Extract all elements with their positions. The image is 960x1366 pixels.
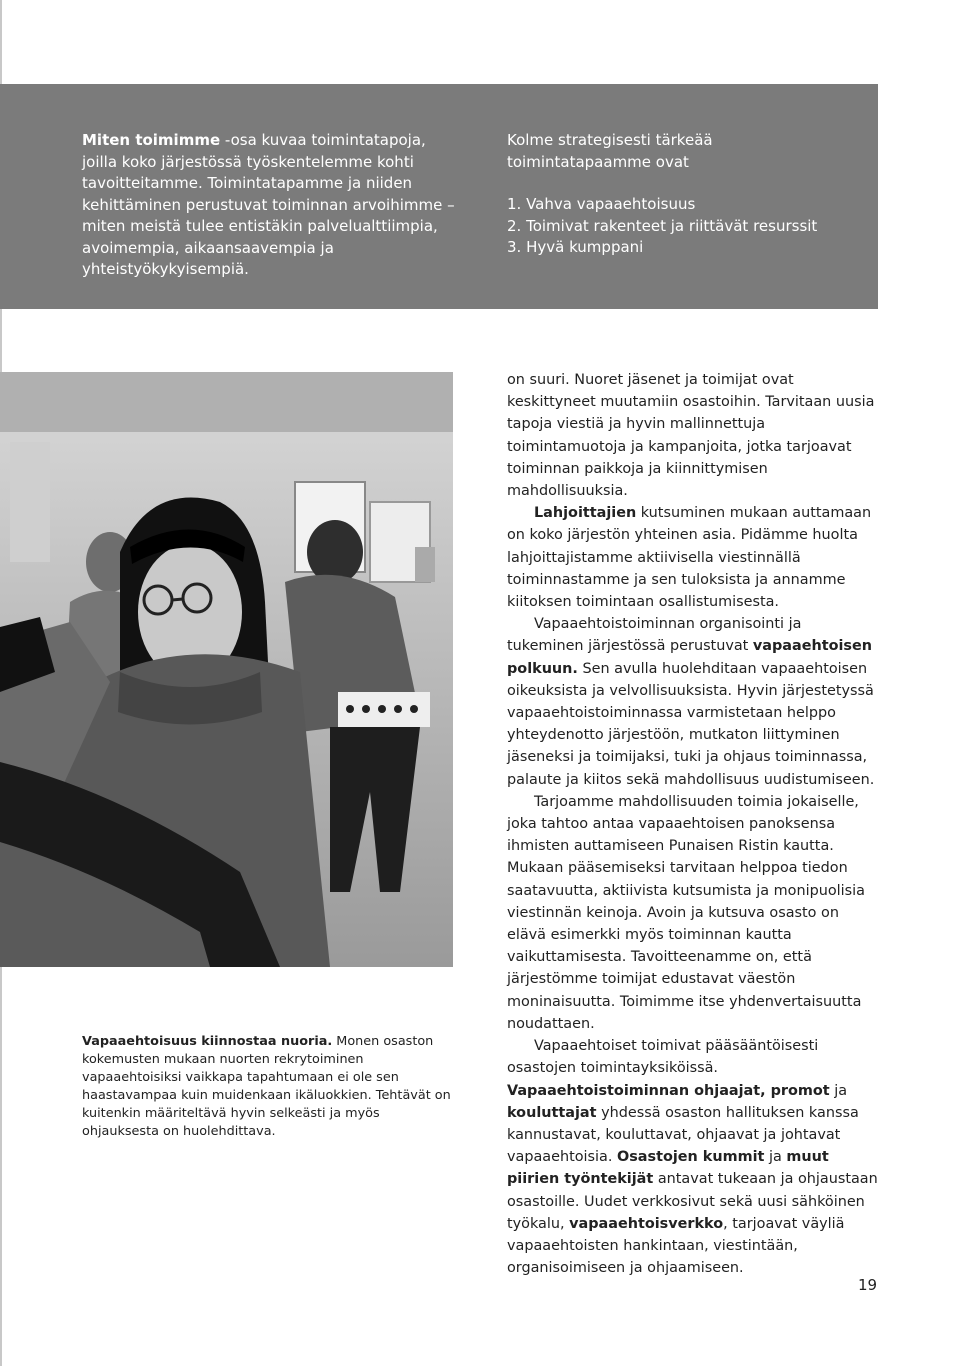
p5-text-c: ja bbox=[829, 1082, 848, 1099]
p5-bold-5: vapaaehtoisverkko bbox=[569, 1215, 724, 1232]
caption-text: Monen osaston kokemusten mukaan nuorten rekrytoiminen vapaaehtoisiksi vaikkapa tapahtumaan ei ole sen haastavampaa kuin muidenkaan ikäluokkien. Tehtävät on kuitenkin määriteltävä hyvin selkeästi ja myös ohjauksesta on huolehdittava. bbox=[82, 1034, 451, 1139]
body-column bbox=[507, 369, 879, 1279]
body-paragraph-5 bbox=[507, 1035, 879, 1279]
p5-text-f: antavat tukeaan ja ohjaustaan osastoille. Uudet verkkosivut sekä uusi sähköinen työkalu, bbox=[507, 1171, 878, 1232]
photo-volunteers-icon bbox=[0, 372, 453, 967]
intro-text: -osa kuvaa toimintatapoja, joilla koko järjestössä työskentelemme kohti tavoitteitamme. Toimintatapamme ja niiden kehittäminen perustuvat toiminnan arvoihimme – miten meistä tulee entistäkin palvelualttiimpia, avoimempia, aikaansaavempia ja yhteistyökykyisempiä. bbox=[82, 131, 455, 278]
p5-bold-2: kouluttajat bbox=[507, 1104, 597, 1121]
p5-text-a: Vapaaehtoiset toimivat pääsääntöisesti osastojen toimintayksiköissä. bbox=[507, 1038, 819, 1077]
volunteers-photo bbox=[0, 372, 453, 967]
p5-text-d: yhdessä osaston hallituksen kanssa kannustavat, kouluttavat, ohjaavat ja johtavat vapaaehtoisia. bbox=[507, 1104, 859, 1166]
p2-text: kutsuminen mukaan auttamaan on koko järjestön yhteinen asia. Pidämme huolta lahjoittajistamme aktiivisella viestinnällä toiminnastamme ja sen tuloksista ja annamme kiitoksen toimintaan osallistumisesta. bbox=[507, 505, 872, 611]
p3-text-a: Vapaaehtoistoiminnan organisointi ja tukeminen järjestössä perustuvat bbox=[507, 616, 802, 655]
body-paragraph-4: Tarjoamme mahdollisuuden toimia jokaiselle, joka tahtoo antaa vapaaehtoisen panoksensa ihmisten auttamiseen Punaisen Ristin kautta. Mukaan pääsemiseksi tarvitaan helppoa tiedon saatavuutta, aktiivista kutsumista ja monipuolisia viestinnän keinoja. Avoin ja kutsuva osasto on elävä esimerkki myös toiminnan kautta vaikuttamisesta. Tavoitteenamme on, että järjestömme toimijat edustavat väestön moninaisuutta. Toimimme itse yhdenvertaisuutta noudattaen. bbox=[507, 793, 865, 1032]
body-paragraph-1: on suuri. Nuoret jäsenet ja toimijat ovat keskittyneet muutamiin osastoihin. Tarvitaan uusia tapoja viestiä ja hyvin mallinnettuja toimintamuotoja ja kampanjoita, jotka tarjoavat toiminnan paikkoja ja kiinnittymisen mahdollisuuksia. bbox=[507, 372, 875, 500]
p5-bold-4: muut piirien työntekijät bbox=[507, 1149, 829, 1188]
body-paragraph-3 bbox=[507, 613, 879, 791]
caption-bold: Vapaaehtoisuus kiinnostaa nuoria. bbox=[82, 1034, 333, 1049]
strategy-item-1: 1. Vahva vapaaehtoisuus bbox=[507, 195, 696, 213]
strategy-heading: Kolme strategisesti tärkeää toimintatapaamme ovat bbox=[507, 131, 713, 171]
p5-bold-1: Vapaaehtoistoiminnan ohjaajat, promot bbox=[507, 1082, 830, 1099]
strategy-item-2: 2. Toimivat rakenteet ja riittävät resurssit bbox=[507, 216, 818, 235]
page-number: 19 bbox=[858, 1276, 878, 1294]
p3-text-b: Sen avulla huolehditaan vapaaehtoisen oikeuksista ja velvollisuuksista. Hyvin järjestetyssä vapaaehtoistoiminnassa varmistetaan helppo yhteydenotto järjestöön, mutkaton liittyminen jäseneksi ja toimijaksi, tuki ja ohjaus toiminnassa, palaute ja kiitos sekä mahdollisuus uudistumiseen. bbox=[507, 660, 875, 788]
p5-text-e: ja bbox=[764, 1149, 787, 1166]
intro-bold-lead: Miten toimimme bbox=[82, 131, 221, 149]
p5-text-g: , tarjoavat väyliä vapaaehtoisten hankintaan, viestintään, organisoimiseen ja ohjaamiseen. bbox=[507, 1215, 845, 1277]
p3-bold: vapaaehtoisen polkuun. bbox=[507, 638, 872, 677]
p2-bold: Lahjoittajien bbox=[534, 505, 637, 522]
p5-bold-3: Osastojen kummit bbox=[617, 1149, 765, 1166]
photo-caption bbox=[82, 1033, 457, 1141]
intro-box-left-text bbox=[82, 130, 457, 281]
body-paragraph-2 bbox=[507, 502, 879, 613]
intro-box-right bbox=[507, 130, 837, 259]
strategy-list bbox=[507, 194, 837, 259]
strategy-item-3: 3. Hyvä kumppani bbox=[507, 238, 644, 256]
